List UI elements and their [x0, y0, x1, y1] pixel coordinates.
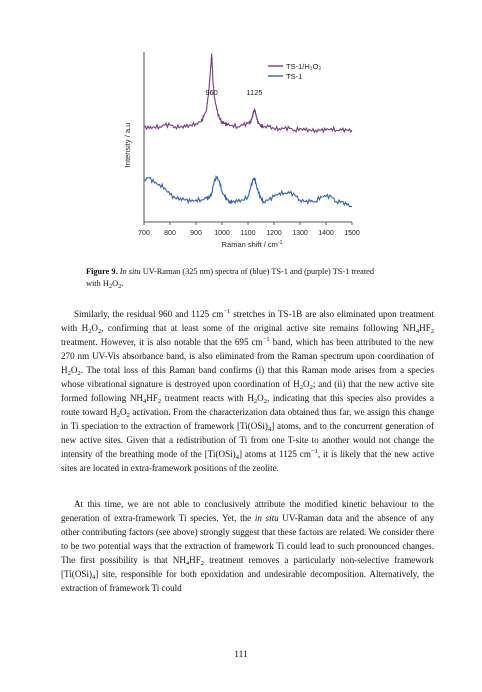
y-axis-label: Intensity / a.u — [123, 122, 132, 168]
legend-label-0: TS-1/H₂O₂ — [286, 62, 322, 71]
paragraph-1: Similarly, the residual 960 and 1125 $cm^{-1}$ stretches in TS-1B are also eliminated upon treatment with $H_2O_2$, confirming that at least some of the original active site remains following $NH_4HF_2$ treatment. However, it is also notable that the 695 $cm^{-1}$ band, which has been attributed to the new 270 nm UV-Vis absorbance band, is also eliminated from the Raman spectrum upon coordination of $H_2O_2$. The total loss of this Raman band confirms (i) that this Raman mode arises from a species whose vibrational signature is destroyed upon coordination of $H_2O_2$; and (ii) that the new active site formed following $NH_4HF_2$ treatment reacts with $H_2O_2$, indicating that this species also provides a route toward $H_2O_2$ activation. From the characterization data obtained thus far, we assign this change in Ti speciation to the extraction of framework $[Ti(OSi)_4]$ atoms, and to the concurrent generation of new active sites. Given that a redistribution of Ti from one T-site to another would not change the intensity of the breathing mode of the $[Ti(OSi)_4]$ atoms at 1125 $cm^{-1}$, it is likely that the new active sites are located in extra-framework positions of the zeolite. — [61, 308, 434, 473]
paragraph-2: At this time, we are not able to conclusively attribute the modified kinetic behaviour to the generation of extra-framework Ti species. Yet, the in situ UV-Raman data and the absence of any other contributing factors (see above) strongly suggest that these factors are related. We consider there to be two potential ways that the extraction of framework Ti could lead to such pronounced changes. The first possibility is that $NH_4HF_2$ treatment removes a particularly non-selective framework $[Ti(OSi)_4]$ site, responsible for both epoxidation and undesirable decomposition. Alternatively, the extraction of framework Ti could — [61, 499, 434, 593]
figure-caption: Figure 9. In situ UV-Raman (325 nm) spectra of (blue) TS-1 and (purple) TS-1 treated with $H_2O_2$. — [86, 267, 374, 290]
x-tick-label: 900 — [190, 230, 202, 237]
x-tick-label: 1300 — [292, 230, 308, 237]
x-tick-label: 1400 — [318, 230, 334, 237]
legend-label-1: TS-1 — [286, 72, 303, 81]
x-tick-label: 1200 — [266, 230, 282, 237]
x-tick-label: 700 — [138, 230, 150, 237]
figure-label: Figure 9. — [86, 267, 118, 276]
series-line-ts1 — [144, 177, 352, 207]
caption-text: UV-Raman (325 nm) spectra of (blue) TS-1 and (purple) TS-1 treated — [140, 267, 374, 276]
x-tick-label: 1500 — [344, 230, 360, 237]
page-number: 111 — [234, 650, 248, 660]
x-tick-label: 1000 — [214, 230, 230, 237]
peak-label-1125: 1125 — [246, 88, 263, 97]
x-tick-label: 800 — [164, 230, 176, 237]
raman-spectra-figure — [0, 0, 482, 262]
x-tick-label: 1100 — [240, 230, 256, 237]
caption-italic: In situ — [119, 267, 141, 276]
peak-label-960: 960 — [205, 88, 218, 97]
x-axis-label: Raman shift / $cm^{-1}$ — [221, 240, 283, 249]
